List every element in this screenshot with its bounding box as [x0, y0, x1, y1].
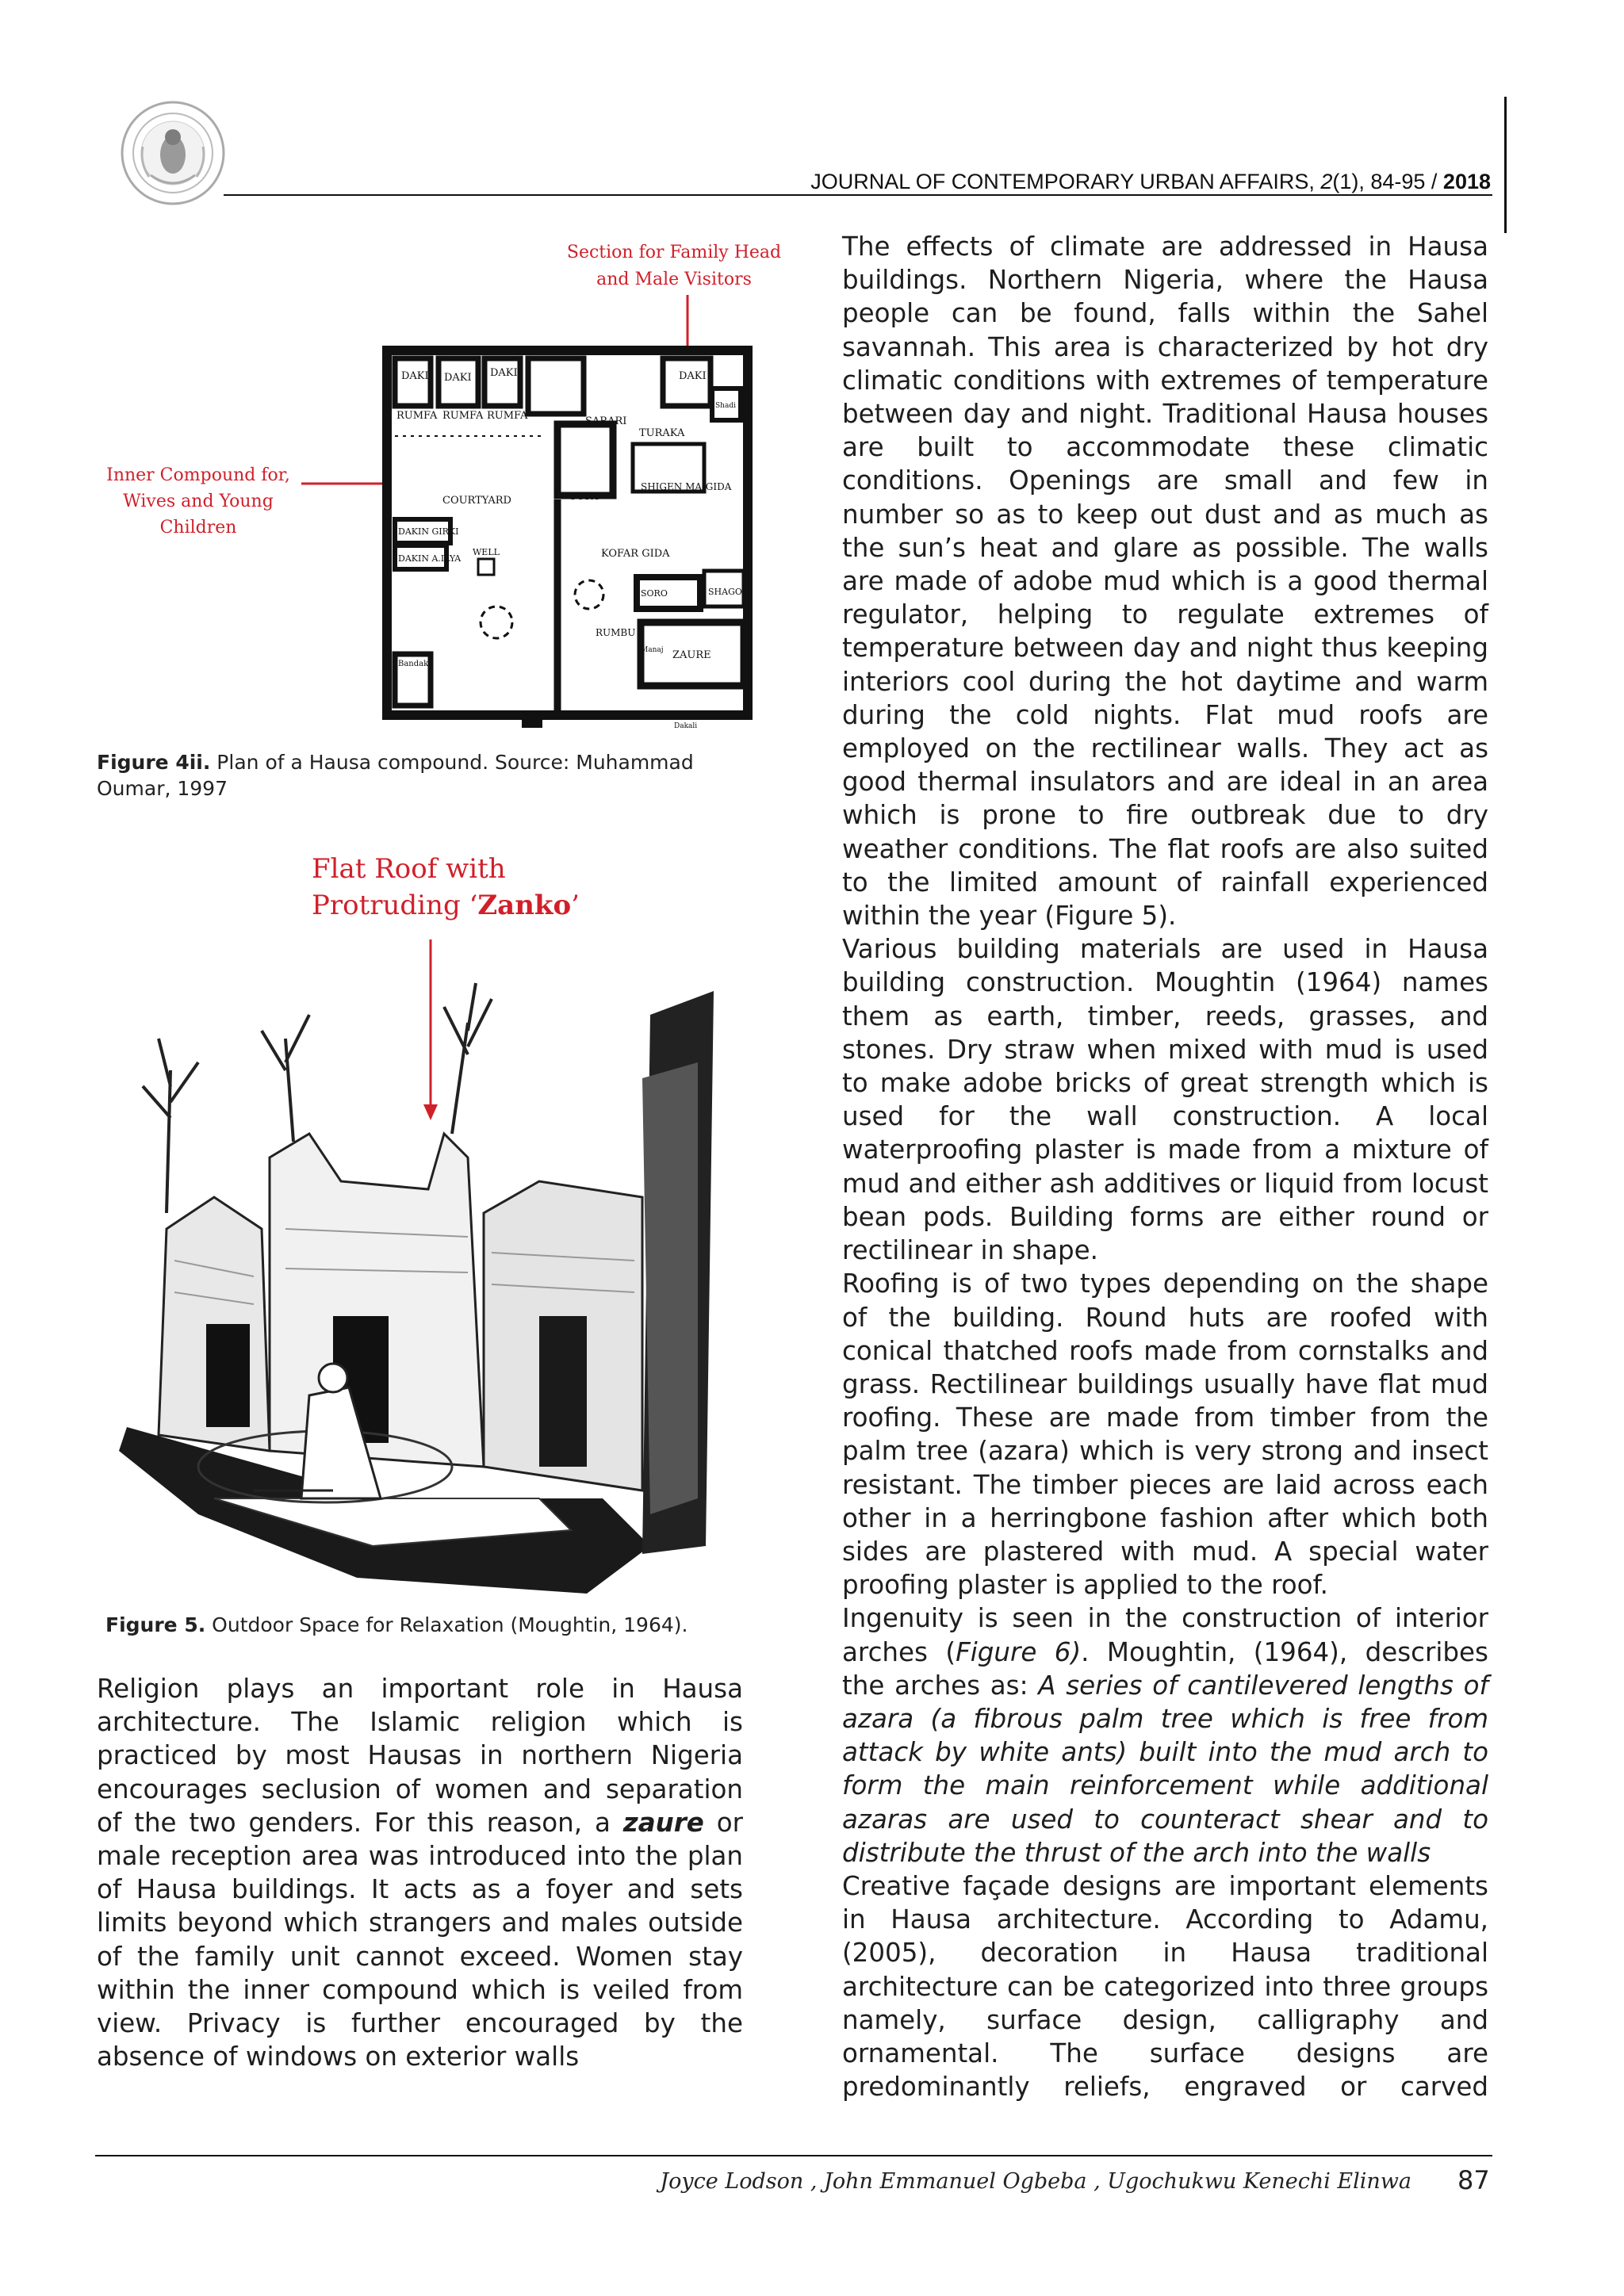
- figure5-label-line1: Flat Roof with: [312, 853, 506, 885]
- plan-label-manaj: Manaj: [641, 646, 664, 654]
- journal-volume: 2: [1320, 170, 1333, 193]
- plan-label-shigen-maigida: SHIGEN MAIGIDA: [641, 481, 732, 492]
- plan-label-rumfa-2: RUMFA: [442, 410, 484, 422]
- page-number: 87: [1457, 2165, 1490, 2195]
- figure5-caption: [105, 1612, 740, 1638]
- journal-name: JOURNAL OF CONTEMPORARY URBAN AFFAIRS,: [810, 170, 1321, 193]
- header-rule: [224, 194, 1492, 196]
- plan-label-soro-2: SORO: [641, 588, 668, 599]
- plan-label-courtyard: COURTYARD: [442, 495, 511, 507]
- plan-label-rumbu: RUMBU: [596, 627, 636, 638]
- journal-issue-pages: (1), 84-95 /: [1332, 170, 1443, 193]
- paragraph-arches: [842, 1601, 1488, 1869]
- plan-label-rumfa-3: RUMFA: [487, 410, 528, 422]
- plan-label-shago: SHAGO: [708, 587, 742, 597]
- right-column: [842, 230, 1488, 2103]
- plan-label-turaka: TURAKA: [639, 427, 685, 439]
- paragraph-religion: [97, 1672, 743, 2073]
- plan-label-sarari: SARARI: [585, 415, 627, 427]
- plan-label-daki-2: DAKI: [444, 372, 472, 384]
- figure4-caption: [97, 749, 743, 802]
- plan-label-shadi: Shadi: [715, 402, 736, 410]
- side-rule: [1504, 97, 1507, 233]
- plan-label-soro-1: SORO: [569, 491, 602, 503]
- plan-label-daki-1: DAKI: [401, 370, 429, 382]
- plan-label-dakali: Dakali: [674, 722, 698, 729]
- arches-mid: . Moughtin, (1964), describes the arches as:: [842, 1636, 1488, 1701]
- left-column: [97, 1672, 743, 2073]
- arches-intro: Ingenuity is seen in the construction of interior arches (: [842, 1603, 1488, 1667]
- figure5-caption-text: Outdoor Space for Relaxation (Moughtin, 1964).: [205, 1613, 688, 1636]
- plan-label-dakin-ailya: DAKIN A.ILYA: [398, 553, 462, 564]
- journal-year: 2018: [1442, 170, 1491, 193]
- hausa-courtyard-sketch: [95, 943, 718, 1598]
- figure4-caption-label: Figure 4ii.: [97, 751, 211, 774]
- figure4-caption-text: Plan of a Hausa compound. Source: Muhammad Oumar, 1997: [97, 751, 694, 800]
- religion-text-start: Religion plays an important role in Hausa architecture. The Islamic religion which is practiced by most Hausas in northern Nigeria encourages seclusion of women and separation of the two genders. For this reason, a: [97, 1674, 743, 1838]
- figure5-caption-label: Figure 5.: [105, 1613, 206, 1636]
- plan-label-daki-3: DAKI: [490, 367, 518, 379]
- figure5-label: [312, 851, 613, 924]
- arches-figure-ref: Figure 6): [956, 1636, 1082, 1667]
- plan-label-zaure: ZAURE: [672, 649, 711, 661]
- figure4-label-section: Section for Family Head and Male Visitors: [566, 243, 782, 289]
- figure5-label-zanko: Zanko: [477, 890, 572, 921]
- plan-label-daki-4: DAKI: [679, 370, 707, 382]
- plan-label-well: WELL: [473, 547, 500, 557]
- figure5-label-line2: Protruding ‘: [312, 890, 478, 921]
- plan-label-bandaki: Bandaki: [398, 660, 431, 668]
- figure4-label-inner-compound: Inner Compound for, Wives and Young Children: [106, 465, 290, 538]
- plan-label-kofar-gida: KOFAR GIDA: [601, 548, 670, 560]
- paragraph-roofing: Roofing is of two types depending on the shape of the building. Round huts are roofed with conical thatched roofs made from cornstalks and grass. Rectilinear buildings usually have flat mud roofing. These are made from timber from the palm tree (azara) which is very strong and insect resistant. The timber pieces are laid across each other in a herringbone fashion after which both sides are plastered with mud. A special water proofing plaster is applied to the roof.: [842, 1269, 1488, 1601]
- figure5-label-line2-end: ’: [571, 890, 580, 921]
- hausa-compound-plan: [379, 341, 785, 729]
- term-zaure: zaure: [622, 1807, 704, 1838]
- journal-seal-icon: [119, 99, 227, 207]
- paragraph-climate: The effects of climate are addressed in Hausa buildings. Northern Nigeria, where the Hausa people can be found, falls within the Sahel savannah. This area is characterized by hot dry climatic conditions with extremes of temperature between day and night. Traditional Hausa houses are built to accommodate these climatic conditions. Openings are small and few in number so as to keep out dust and as much as the sun’s heat and glare as possible. The walls are made of adobe mud which is a good thermal regulator, helping to regulate extremes of temperature between day and night thus keeping interiors cool during the hot daytime and warm during the cold nights. Flat mud roofs are employed on the rectilinear walls. They act as good thermal insulators and are ideal in an area which is prone to fire outbreak due to dry weather conditions. The flat roofs are also suited to the limited amount of rainfall experienced within the year (Figure 5).: [842, 232, 1488, 932]
- plan-label-rumfa-1: RUMFA: [396, 410, 438, 422]
- running-head: [714, 170, 1491, 194]
- paragraph-materials: Various building materials are used in Hausa building construction. Moughtin (1964) names them as earth, timber, reeds, grasses, and stones. Dry straw when mixed with mud is used to make adobe bricks of great strength which is used for the wall construction. A local waterproofing plaster is made from a mixture of mud and either ash additives or liquid from locust bean pods. Building forms are either round or rectilinear in shape.: [842, 934, 1488, 1266]
- religion-text-end: or male reception area was introduced into the plan of Hausa buildings. It acts as a foyer and sets limits beyond which strangers and males outside of the family unit cannot exceed. Women stay within the inner compound which is veiled from view. Privacy is further encouraged by the absence of windows on exterior walls: [97, 1807, 743, 2072]
- paragraph-facade: Creative façade designs are important elements in Hausa architecture. According to Adamu, (2005), decoration in Hausa traditional architecture can be categorized into three groups namely, surface design, calligraphy and ornamental. The surface designs are predominantly reliefs, engraved or carved: [842, 1870, 1488, 2103]
- footer-authors: Joyce Lodson , John Emmanuel Ogbeba , Ugochukwu Kenechi Elinwa: [660, 2169, 1411, 2194]
- arches-quote: A series of cantilevered lengths of azara (a fibrous palm tree which is free from attack by white ants) built into the mud arch to form the main reinforcement while additional azaras are used to counteract shear and to distribute the thrust of the arch into the walls: [842, 1670, 1488, 1868]
- plan-label-dakin-girki: DAKIN GIRKI: [398, 526, 459, 537]
- footer-rule: [95, 2155, 1492, 2156]
